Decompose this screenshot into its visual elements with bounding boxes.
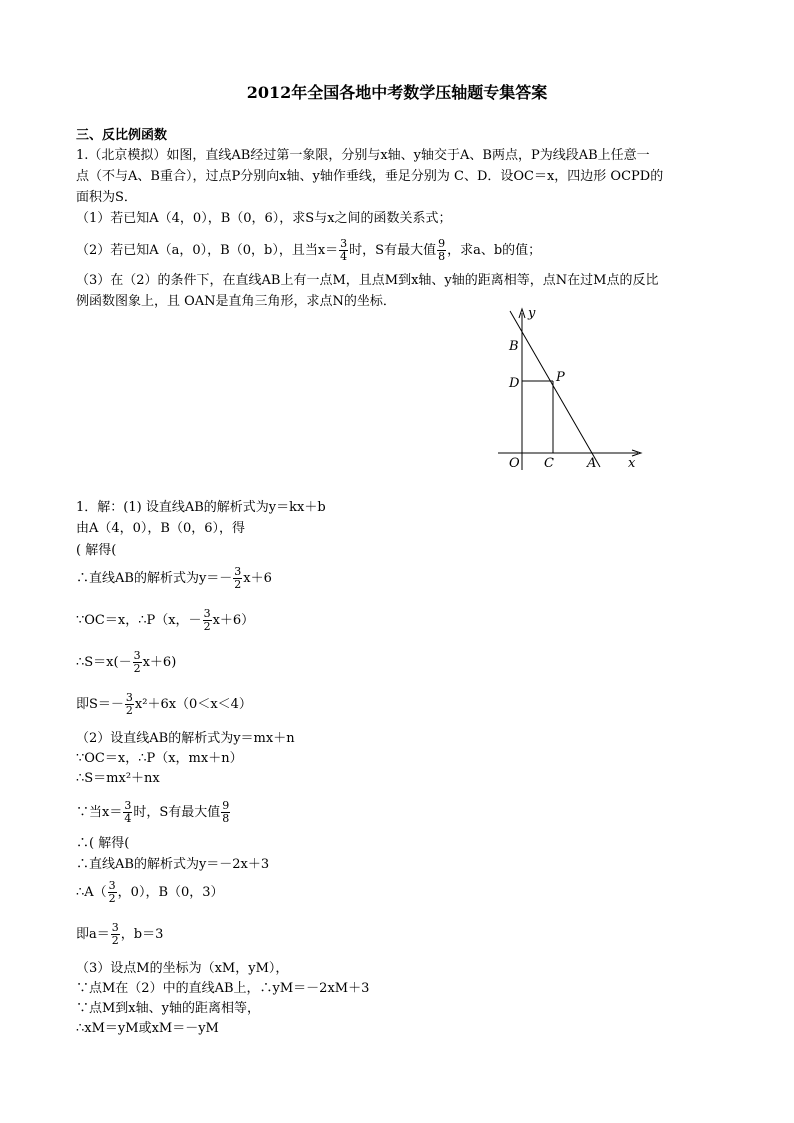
solution-line-15 [76, 922, 163, 947]
solution-line-9: ∵OC＝x，∴P（x，mx＋n） [76, 751, 243, 766]
page-title: 2012年全国各地中考数学压轴题专集答案 [246, 83, 548, 102]
solution-line-14-a: ∴A（ [76, 885, 107, 900]
solution-line-2: 由A（4，0），B（0，6），得 [76, 521, 246, 536]
solution-line-18: ∵点M到x轴、y轴的距离相等， [76, 1001, 260, 1016]
fraction-numerator: 3 [340, 237, 348, 250]
fraction-numerator: 3 [203, 607, 211, 620]
solution-line-5-a: ∵OC＝x，∴P（x，－ [76, 613, 202, 628]
question-3-line-2: 例函数图象上，且 OAN是直角三角形，求点N的坐标． [76, 294, 396, 309]
label-o: O [509, 456, 520, 471]
fraction-numerator: 3 [124, 799, 132, 812]
solution-line-3: ( 解得( [76, 543, 117, 558]
fraction-numerator: 9 [222, 799, 230, 812]
fraction-three-halves [111, 922, 120, 947]
fraction-denominator: 2 [111, 934, 119, 947]
fraction-nine-eighths [437, 238, 446, 263]
solution-line-11 [76, 800, 231, 825]
label-y: y [528, 306, 536, 321]
fraction-denominator: 8 [438, 250, 446, 263]
fraction-numerator: 3 [234, 565, 242, 578]
label-c: C [544, 456, 554, 471]
section-heading: 三、反比例函数 [76, 128, 168, 143]
fraction-three-halves [133, 650, 142, 675]
fraction-denominator: 8 [222, 812, 230, 825]
fraction-numerator: 3 [133, 649, 141, 662]
fraction-numerator: 3 [125, 691, 133, 704]
fraction-denominator: 4 [124, 812, 132, 825]
fraction-three-halves [108, 880, 117, 905]
solution-line-13: ∴直线AB的解析式为y＝－2x＋3 [76, 857, 270, 872]
solution-line-15-a: 即a＝ [76, 927, 110, 942]
label-d: D [509, 376, 520, 391]
fraction-denominator: 2 [203, 620, 211, 633]
solution-line-14-b: ，0），B（0，3） [117, 885, 224, 900]
solution-line-7-a: 即S＝－ [76, 697, 124, 712]
solution-line-16: （3）设点M的坐标为（xM，yM）， [76, 961, 289, 976]
fraction-three-fourths [339, 238, 348, 263]
question-1: （1）若已知A（4，0），B（0，6），求S与x之间的函数关系式； [76, 211, 452, 226]
question-2-text-c: ，求a、b的值； [447, 243, 542, 258]
label-x: x [628, 456, 636, 471]
fraction-denominator: 2 [108, 892, 116, 905]
solution-line-7 [76, 692, 252, 717]
fraction-numerator: 9 [438, 237, 446, 250]
solution-line-12: ∴( 解得( [76, 836, 130, 851]
solution-line-15-b: ，b＝3 [120, 927, 164, 942]
solution-line-1: 1．解：(1) 设直线AB的解析式为y＝kx＋b [76, 500, 326, 515]
label-p: P [556, 370, 565, 385]
fraction-denominator: 4 [340, 250, 348, 263]
label-b: B [509, 339, 519, 354]
question-3-line-1: （3）在（2）的条件下，在直线AB上有一点M，且点M到x轴、y轴的距离相等，点N在过M点的反比 [76, 273, 659, 288]
question-2 [76, 238, 541, 263]
solution-line-4-b: x＋6 [243, 571, 272, 586]
solution-line-5 [76, 608, 254, 633]
solution-line-11-b: 时，S有最大值 [133, 805, 221, 820]
solution-line-11-a: ∵当x＝ [76, 805, 123, 820]
question-2-text-a: （2）若已知A（a，0），B（0，b），且当x＝ [76, 243, 339, 258]
solution-line-4-a: ∴直线AB的解析式为y＝－ [76, 571, 233, 586]
solution-line-17: ∵点M在（2）中的直线AB上，∴yM＝－2xM＋3 [76, 981, 370, 996]
fraction-three-halves [125, 692, 134, 717]
solution-line-6-b: x＋6) [142, 655, 177, 670]
solution-line-8: （2）设直线AB的解析式为y＝mx＋n [76, 731, 295, 746]
solution-line-7-b: x²＋6x（0＜x＜4） [134, 697, 252, 712]
fraction-denominator: 2 [125, 704, 133, 717]
question-2-text-b: 时，S有最大值 [349, 243, 437, 258]
solution-line-14 [76, 880, 224, 905]
solution-line-6-a: ∴S＝x(－ [76, 655, 132, 670]
solution-line-5-b: x＋6） [212, 613, 255, 628]
line-ab [510, 311, 600, 467]
coordinate-figure [490, 305, 650, 480]
fraction-numerator: 3 [111, 921, 119, 934]
fraction-three-halves [203, 608, 212, 633]
fraction-nine-eighths [221, 800, 230, 825]
fraction-denominator: 2 [234, 578, 242, 591]
fraction-three-halves [233, 566, 242, 591]
solution-line-6 [76, 650, 176, 675]
solution-line-10: ∴S＝mx²＋nx [76, 771, 160, 786]
solution-line-4 [76, 566, 272, 591]
problem-line-1: 1.（北京模拟）如图，直线AB经过第一象限，分别与x轴、y轴交于A、B两点，P为线段AB上任意一 [76, 148, 650, 163]
solution-line-19: ∴xM＝yM或xM＝－yM [76, 1021, 219, 1036]
fraction-numerator: 3 [108, 879, 116, 892]
problem-line-3: 面积为S． [76, 190, 137, 205]
problem-line-2: 点（不与A、B重合），过点P分别向x轴、y轴作垂线，垂足分别为 C、D．设OC＝x，四边形 OCPD的 [76, 169, 664, 184]
fraction-three-fourths [123, 800, 132, 825]
label-a: A [587, 456, 597, 471]
fraction-denominator: 2 [133, 662, 141, 675]
